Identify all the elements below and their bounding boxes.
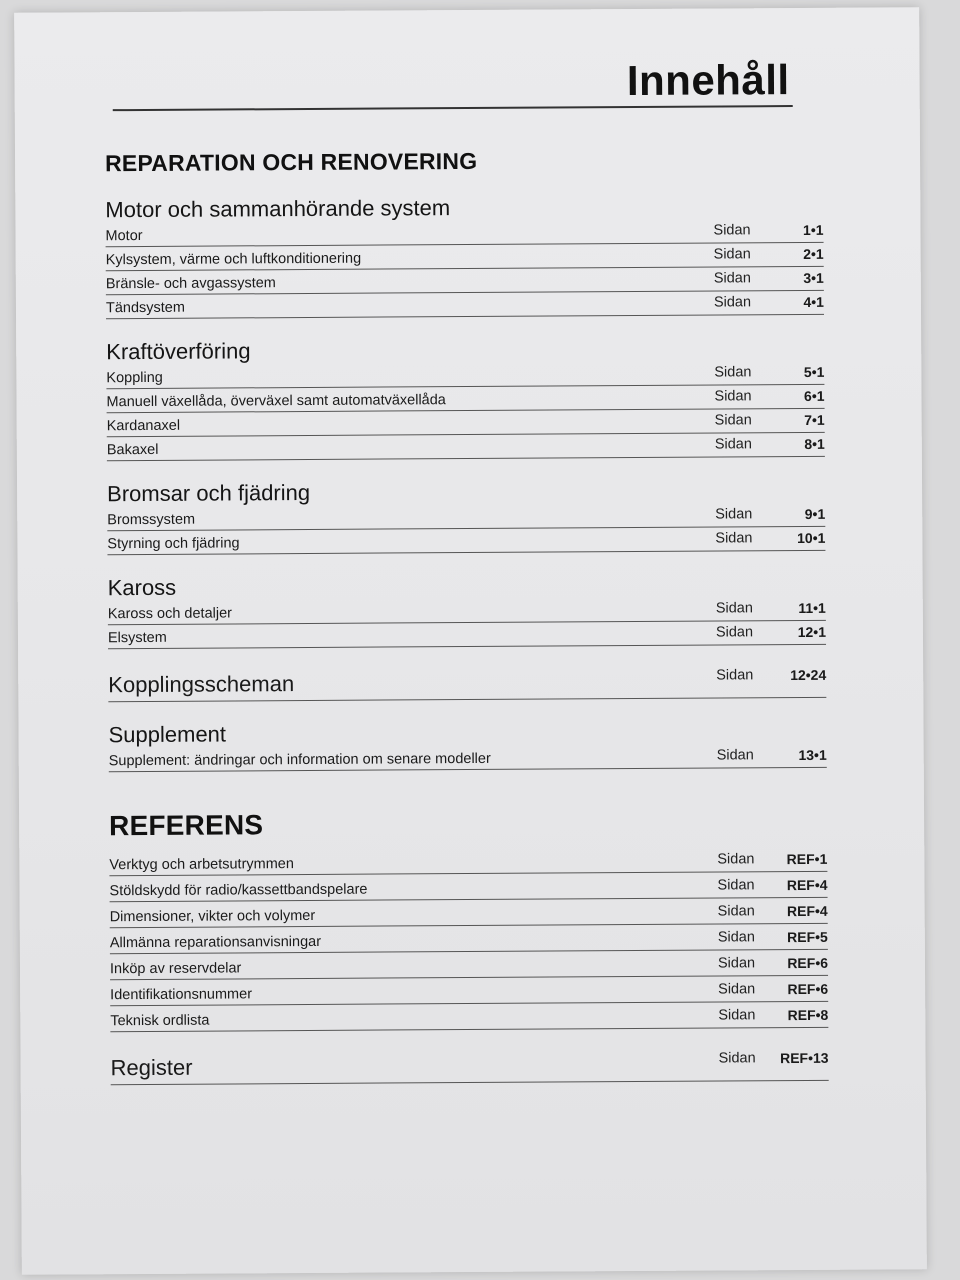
page-number: 10•1 [797,529,826,547]
sidan-label: Sidan [717,955,756,972]
page-number: 6•1 [803,387,825,404]
sidan-label: Sidan [713,246,751,263]
toc-entry-label: Kopplingsscheman [108,671,295,698]
sidan-label: Sidan [716,667,754,684]
sidan-label: Sidan [714,388,752,405]
toc-entry-label: Kardanaxel [106,417,181,435]
sidan-label: Sidan [715,600,753,617]
group-title: Kaross [107,574,177,601]
page-number: REF•13 [780,1049,829,1067]
page-number: REF•8 [787,1006,829,1024]
toc-row[interactable] [110,1002,828,1032]
document-page [14,7,927,1275]
sidan-label: Sidan [718,1050,756,1067]
toc-entry-label: Kylsystem, värme och luftkonditionering [105,250,362,269]
group-title: Bromsar och fjädring [107,479,311,507]
toc-entry-label: Elsystem [107,629,167,647]
section-heading-referens: REFERENS [109,809,264,842]
toc-row[interactable] [107,433,825,461]
page-number: 9•1 [804,505,826,522]
group-title: Kraftöverföring [106,338,251,365]
toc-group-referens [109,846,828,1032]
page-number: REF•5 [787,928,828,946]
toc-entry-label: Allmänna reparationsanvisningar [109,933,322,952]
sidan-label: Sidan [716,747,754,764]
toc-row[interactable] [107,527,825,555]
sidan-label: Sidan [714,364,752,381]
toc-entry-label: Kaross och detaljer [107,605,233,623]
toc-row[interactable] [106,291,824,319]
sidan-label: Sidan [718,1007,756,1024]
page-number: 1•1 [802,221,824,238]
sidan-label: Sidan [715,506,753,523]
page-number: 2•1 [803,245,824,262]
sidan-label: Sidan [714,436,752,453]
toc-row[interactable] [108,621,826,649]
toc-entry-label: Teknisk ordlista [110,1012,210,1030]
toc-entry-label: Styrning och fjädring [107,535,240,553]
toc-entry-label: Supplement: ändringar och information om senare modeller [108,750,491,770]
sidan-label: Sidan [717,903,755,920]
title-rule [113,105,793,111]
toc-entry-label: Bränsle- och avgassystem [105,275,276,293]
toc-group-motor [105,193,824,319]
sidan-label: Sidan [714,412,752,429]
toc-entry-label: Tändsystem [105,299,185,317]
toc-group-register [111,1048,829,1085]
toc-entry-label: Koppling [106,369,163,387]
toc-content [105,140,829,1105]
toc-group-kraftoverforing [106,335,825,461]
toc-entry-label: Manuell växellåda, överväxel samt automatväxellåda [106,392,446,411]
page-number: 12•1 [797,623,826,641]
toc-row[interactable] [108,665,826,702]
sidan-label: Sidan [717,851,755,868]
toc-group-supplement [108,718,826,772]
toc-entry-label: Verktyg och arbetsutrymmen [109,856,294,874]
sidan-label: Sidan [715,624,754,641]
page-number: 13•1 [798,746,827,763]
page-number: 8•1 [804,435,825,452]
page-number: REF•1 [786,850,828,868]
page-number: 12•24 [790,666,827,684]
toc-entry-label: Bromssystem [107,511,196,529]
toc-group-kaross [108,571,826,649]
sidan-label: Sidan [713,294,752,311]
sidan-label: Sidan [715,530,753,547]
page-number: REF•6 [787,980,829,998]
page-number: REF•4 [786,902,828,920]
sidan-label: Sidan [717,929,755,946]
page-number: 7•1 [804,411,825,428]
sidan-label: Sidan [713,270,751,287]
sidan-label: Sidan [718,981,756,998]
toc-entry-label: Dimensioner, vikter och volymer [109,907,316,926]
toc-group-bromsar [107,477,825,555]
toc-entry-label: Motor [105,227,143,245]
group-title: Supplement [108,721,227,748]
page-number: REF•6 [787,954,829,972]
group-title: Motor och sammanhörande system [105,195,451,223]
page-number: 11•1 [798,599,826,616]
toc-entry-label: Register [110,1054,193,1081]
toc-group-kopplingsscheman [108,665,826,702]
toc-entry-label: Inköp av reservdelar [109,960,242,978]
page-title: Innehåll [626,56,790,105]
page-number: REF•4 [786,876,828,894]
sidan-label: Sidan [717,877,755,894]
section-heading-reparation: REPARATION OCH RENOVERING [104,147,478,177]
page-number: 5•1 [803,363,825,380]
toc-row[interactable] [111,1048,829,1085]
toc-entry-label: Identifikationsnummer [110,986,253,1004]
page-number: 4•1 [803,293,824,310]
toc-row[interactable] [109,744,827,772]
page-number: 3•1 [803,269,824,286]
toc-entry-label: Bakaxel [106,441,159,459]
toc-entry-label: Stöldskydd för radio/kassettbandspelare [109,881,368,900]
sidan-label: Sidan [713,222,751,239]
